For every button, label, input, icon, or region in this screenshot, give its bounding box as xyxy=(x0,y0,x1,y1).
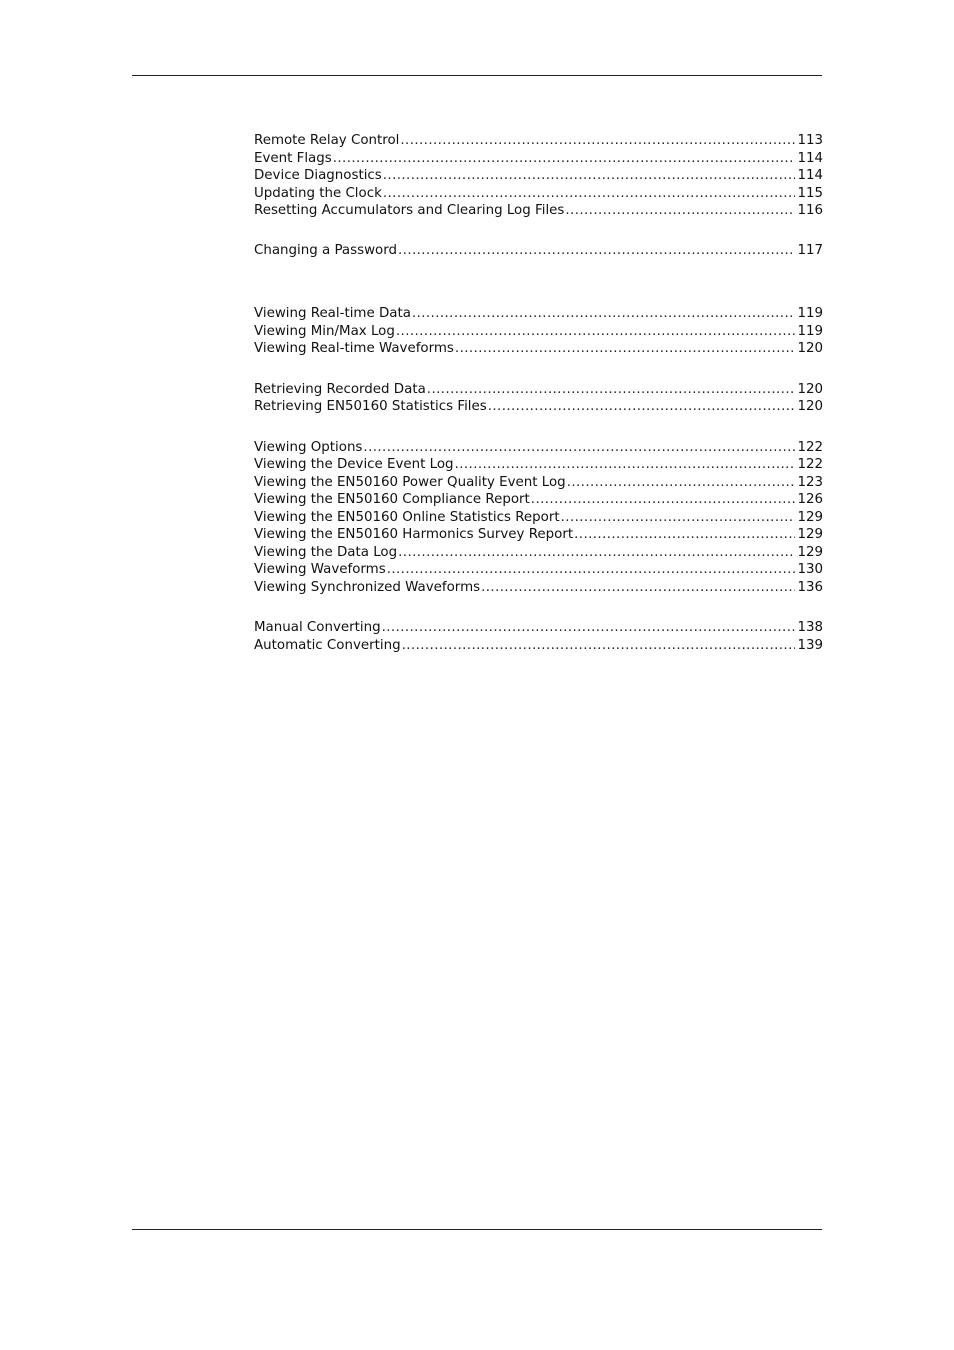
toc-entry[interactable] xyxy=(254,619,823,637)
toc-entry-title: Viewing the EN50160 Online Statistics Report xyxy=(254,509,560,525)
toc-entry-title: Remote Relay Control xyxy=(254,133,400,148)
dot-leader xyxy=(455,340,796,358)
toc-entry-page: 129 xyxy=(797,509,823,525)
toc-entry-title: Viewing Options xyxy=(254,439,363,455)
toc-entry[interactable] xyxy=(254,185,823,203)
toc-entry-page: 119 xyxy=(797,306,823,321)
toc-entry-page: 136 xyxy=(797,579,823,595)
toc-entry[interactable] xyxy=(254,381,823,399)
toc-entry-page: 114 xyxy=(797,168,823,183)
toc-entry[interactable] xyxy=(254,398,823,416)
toc-entry-page: 139 xyxy=(797,637,823,653)
dot-leader xyxy=(398,242,795,260)
dot-leader xyxy=(481,579,795,597)
toc-entry[interactable] xyxy=(254,561,823,579)
toc-entry-page: 114 xyxy=(797,150,823,166)
toc-entry[interactable] xyxy=(254,305,823,323)
toc-entry-title: Updating the Clock xyxy=(254,185,382,201)
toc-entry[interactable] xyxy=(254,150,823,168)
toc-entry[interactable] xyxy=(254,242,823,260)
toc-entry-page: 120 xyxy=(797,341,823,356)
dot-leader xyxy=(383,167,796,185)
toc-entry-page: 120 xyxy=(797,381,823,397)
dot-leader xyxy=(427,381,796,399)
dot-leader xyxy=(387,561,796,579)
toc-entry-page: 116 xyxy=(797,203,823,218)
dot-leader xyxy=(567,474,796,492)
dot-leader xyxy=(333,150,796,168)
toc-entry-title: Viewing the Data Log xyxy=(254,544,398,560)
toc-entry-title: Retrieving EN50160 Statistics Files xyxy=(254,399,487,414)
toc-entry-title: Viewing Real-time Waveforms xyxy=(254,341,454,356)
toc-entry[interactable] xyxy=(254,202,823,220)
toc-group xyxy=(254,132,823,220)
table-of-contents xyxy=(254,132,823,654)
dot-leader xyxy=(412,305,796,323)
toc-group xyxy=(254,619,823,654)
toc-entry-page: 122 xyxy=(797,439,823,455)
header-rule xyxy=(132,75,822,76)
dot-leader xyxy=(565,202,795,220)
toc-entry[interactable] xyxy=(254,323,823,341)
toc-entry[interactable] xyxy=(254,509,823,527)
toc-group xyxy=(254,381,823,416)
toc-entry-title: Resetting Accumulators and Clearing Log Files xyxy=(254,203,565,218)
toc-entry-page: 123 xyxy=(797,474,823,490)
toc-entry-title: Automatic Converting xyxy=(254,637,401,653)
toc-entry-title: Manual Converting xyxy=(254,620,381,635)
toc-entry[interactable] xyxy=(254,544,823,562)
toc-entry-title: Viewing the EN50160 Compliance Report xyxy=(254,492,530,507)
toc-group xyxy=(254,242,823,260)
toc-entry-page: 122 xyxy=(797,457,823,472)
dot-leader xyxy=(363,439,795,457)
toc-entry-title: Device Diagnostics xyxy=(254,168,382,183)
toc-entry-page: 115 xyxy=(797,185,823,201)
toc-entry-title: Viewing the Device Event Log xyxy=(254,457,454,472)
toc-entry-title: Viewing the EN50160 Power Quality Event Log xyxy=(254,474,566,490)
toc-entry-title: Viewing Min/Max Log xyxy=(254,323,395,339)
toc-group xyxy=(254,305,823,358)
toc-entry-page: 117 xyxy=(797,242,823,258)
dot-leader xyxy=(383,185,796,203)
toc-entry[interactable] xyxy=(254,456,823,474)
dot-leader xyxy=(531,491,796,509)
dot-leader xyxy=(561,509,796,527)
dot-leader xyxy=(488,398,796,416)
toc-entry[interactable] xyxy=(254,167,823,185)
toc-entry[interactable] xyxy=(254,439,823,457)
toc-entry-title: Viewing Synchronized Waveforms xyxy=(254,579,481,595)
toc-entry[interactable] xyxy=(254,340,823,358)
toc-entry[interactable] xyxy=(254,132,823,150)
toc-entry-page: 138 xyxy=(797,620,823,635)
footer-rule xyxy=(132,1229,822,1230)
toc-entry[interactable] xyxy=(254,637,823,655)
toc-entry[interactable] xyxy=(254,474,823,492)
toc-entry-page: 113 xyxy=(797,133,823,148)
dot-leader xyxy=(396,323,796,341)
toc-entry-title: Changing a Password xyxy=(254,242,398,258)
toc-entry-page: 130 xyxy=(797,562,823,577)
toc-entry-page: 119 xyxy=(797,323,823,339)
toc-entry[interactable] xyxy=(254,526,823,544)
dot-leader xyxy=(455,456,796,474)
toc-entry-page: 129 xyxy=(797,544,823,560)
dot-leader xyxy=(574,526,795,544)
dot-leader xyxy=(398,544,795,562)
toc-entry[interactable] xyxy=(254,491,823,509)
toc-entry-title: Event Flags xyxy=(254,150,332,166)
toc-entry-page: 126 xyxy=(797,492,823,507)
toc-entry-title: Retrieving Recorded Data xyxy=(254,381,426,397)
toc-entry-page: 129 xyxy=(797,527,823,542)
toc-entry-title: Viewing Real-time Data xyxy=(254,306,411,321)
toc-entry-title: Viewing the EN50160 Harmonics Survey Report xyxy=(254,527,574,542)
toc-entry[interactable] xyxy=(254,579,823,597)
dot-leader xyxy=(400,132,795,150)
dot-leader xyxy=(382,619,796,637)
dot-leader xyxy=(402,637,796,655)
toc-entry-page: 120 xyxy=(797,399,823,414)
toc-group xyxy=(254,439,823,597)
toc-entry-title: Viewing Waveforms xyxy=(254,562,386,577)
